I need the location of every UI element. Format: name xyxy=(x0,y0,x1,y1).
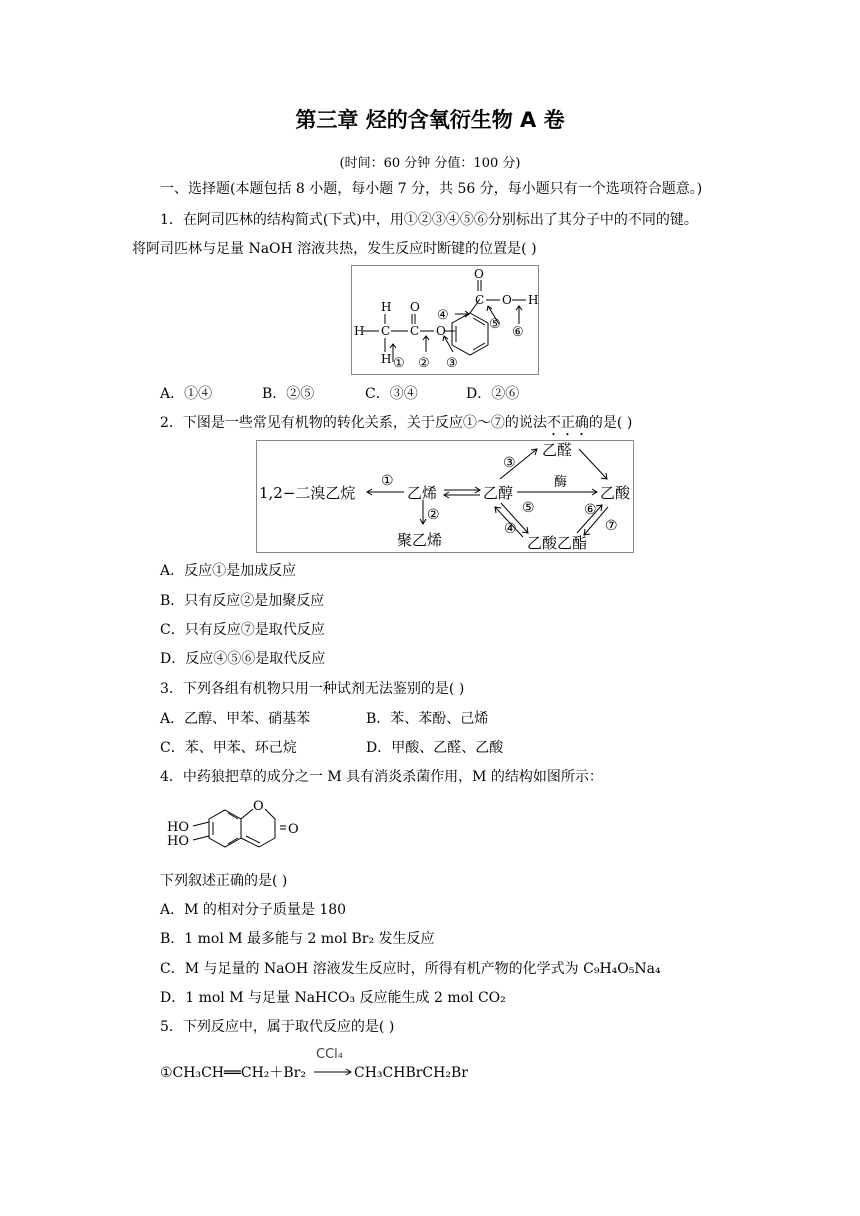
q2-stem xyxy=(160,414,632,439)
bond-label-2: ② xyxy=(418,356,430,371)
conversion-diagram xyxy=(256,440,634,553)
esculetin-structure xyxy=(163,796,313,866)
q2-option-b[interactable]: B．只有反应②是加聚反应 xyxy=(160,593,325,609)
bond-label-1: ① xyxy=(393,356,405,371)
q2-option-a[interactable]: A．反应①是加成反应 xyxy=(160,563,297,579)
atom-c-ester: C xyxy=(410,324,420,338)
q1-option-b[interactable]: B．②⑤ xyxy=(262,386,315,402)
node-polyethylene: 聚乙烯 xyxy=(397,531,443,549)
atom-o-ester-carbonyl: O xyxy=(410,300,420,314)
reaction-label-3: ③ xyxy=(503,455,516,471)
reaction-arrow-icon xyxy=(314,1066,354,1078)
reaction-label-4: ④ xyxy=(504,521,517,537)
atom-o-carbonyl-top: O xyxy=(474,267,484,281)
esculetin-ho-upper: HO xyxy=(167,820,189,835)
q3-option-d[interactable]: D．甲酸、乙醛、乙酸 xyxy=(366,740,504,756)
q4-lead: 下列叙述正确的是( ) xyxy=(160,873,288,889)
q5-stem: 5．下列反应中，属于取代反应的是( ) xyxy=(160,1019,395,1035)
q3-option-c[interactable]: C．苯、甲苯、环己烷 xyxy=(160,740,297,756)
q2-option-d[interactable]: D．反应④⑤⑥是取代反应 xyxy=(160,651,326,667)
q2-option-c[interactable]: C．只有反应⑦是取代反应 xyxy=(160,622,325,638)
q1-option-d[interactable]: D．②⑥ xyxy=(466,386,520,402)
esculetin-keto-o: O xyxy=(288,822,299,837)
q4-option-a[interactable]: A．M 的相对分子质量是 180 xyxy=(160,902,347,918)
q3-option-a[interactable]: A．乙醇、甲苯、硝基苯 xyxy=(160,711,311,727)
atom-h-top: H xyxy=(381,300,392,314)
q5-reaction1-right: CH₃CHBrCH₂Br xyxy=(354,1065,468,1081)
atom-c-carboxyl: C xyxy=(475,293,485,307)
atom-h-left: H xyxy=(354,324,365,338)
bond-label-5: ⑤ xyxy=(489,317,501,332)
atom-c-methyl: C xyxy=(381,324,391,338)
q5-reaction1-condition: CCl₄ xyxy=(316,1047,343,1062)
q4-option-b[interactable]: B．1 mol M 最多能与 2 mol Br₂ 发生反应 xyxy=(160,931,435,947)
q5-reaction1-left: ①CH₃CH══CH₂＋Br₂ xyxy=(160,1065,306,1081)
q3-stem: 3．下列各组有机物只用一种试剂无法鉴别的是( ) xyxy=(160,681,465,697)
esculetin-ho-lower: HO xyxy=(167,834,189,849)
aspirin-structure xyxy=(351,265,539,375)
q1-option-a[interactable]: A．①④ xyxy=(160,386,213,402)
exam-meta: (时间：60 分钟 分值：100 分) xyxy=(339,156,521,171)
section-heading: 一、选择题(本题包括 8 小题，每小题 7 分，共 56 分，每小题只有一个选项符合题意。) xyxy=(160,181,703,197)
atom-h-bottom: H xyxy=(381,352,392,366)
q3-option-b[interactable]: B．苯、苯酚、己烯 xyxy=(366,711,489,727)
q1-stem-line2: 将阿司匹林与足量 NaOH 溶液共热，发生反应时断键的位置是( ) xyxy=(132,241,537,257)
bond-label-4: ④ xyxy=(437,308,449,323)
q1-option-c[interactable]: C．③④ xyxy=(365,386,418,402)
node-ethanol: 乙醇 xyxy=(483,484,514,502)
q4-stem: 4．中药狼把草的成分之一 M 具有消炎杀菌作用，M 的结构如图所示： xyxy=(160,769,603,785)
q1-stem-line1: 1．在阿司匹林的结构简式(下式)中，用①②③④⑤⑥分别标出了其分子中的不同的键。 xyxy=(160,212,698,228)
conversion-svg xyxy=(257,441,633,552)
atom-h-hydroxyl: H xyxy=(528,293,538,307)
q2-stem-pre: 2．下图是一些常见有机物的转化关系，关于反应①～⑦的说法 xyxy=(160,415,547,431)
reaction-label-5: ⑤ xyxy=(522,500,535,516)
aspirin-svg xyxy=(352,266,538,374)
reaction-label-7: ⑦ xyxy=(605,518,618,534)
node-acetaldehyde: 乙醛 xyxy=(542,441,573,459)
q2-stem-post: 的是( ) xyxy=(588,415,633,431)
atom-o-hydroxyl: O xyxy=(502,293,512,307)
page-title: 第三章 烃的含氧衍生物 A 卷 xyxy=(295,108,565,132)
q4-option-d[interactable]: D．1 mol M 与足量 NaHCO₃ 反应能生成 2 mol CO₂ xyxy=(160,990,506,1006)
atom-o-ester: O xyxy=(436,324,446,338)
reaction-label-6: ⑥ xyxy=(584,502,597,518)
bond-label-3: ③ xyxy=(446,356,458,371)
node-ethylene: 乙烯 xyxy=(407,484,438,502)
node-dibromoethane: 1,2−二溴乙烷 xyxy=(259,484,356,502)
label-enzyme: 酶 xyxy=(554,475,568,490)
bond-label-6: ⑥ xyxy=(512,325,524,340)
q4-option-c[interactable]: C．M 与足量的 NaOH 溶液发生反应时，所得有机产物的化学式为 C₉H₄O₅Na₄ xyxy=(160,961,661,977)
node-ethyl-acetate: 乙酸乙酯 xyxy=(527,534,588,552)
q2-stem-emphasis: 不正确 xyxy=(546,415,589,431)
reaction-label-2: ② xyxy=(427,507,440,523)
reaction-label-1: ① xyxy=(381,473,394,489)
esculetin-ring-o: O xyxy=(253,799,264,814)
node-acetic-acid: 乙酸 xyxy=(600,484,631,502)
